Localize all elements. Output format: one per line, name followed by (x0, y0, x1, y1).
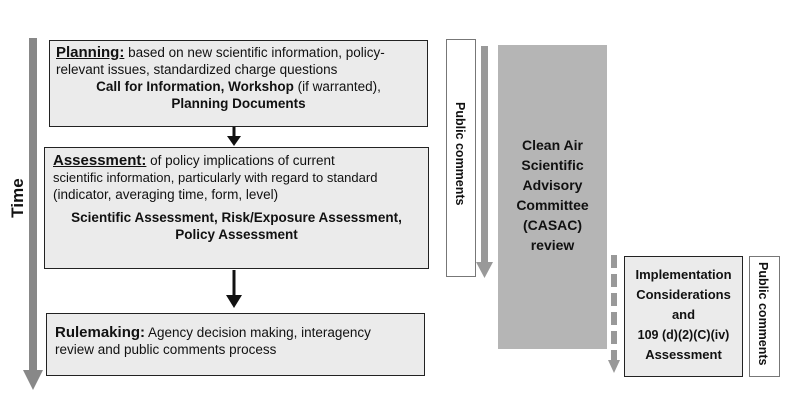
assessment-to-rulemaking-arrow (226, 270, 242, 308)
planning-box (49, 40, 428, 127)
planning-to-assessment-arrow (227, 126, 241, 146)
implementation-box (624, 256, 743, 377)
implementation-line-1: Implementation (635, 267, 732, 282)
assessment-line2: scientific information, particularly with regard to standard (53, 170, 378, 185)
implementation-dashed-arrow (608, 255, 620, 373)
public-comments-1-arrow (476, 46, 493, 278)
planning-heading: Planning: (56, 44, 125, 61)
casac-line-4: Committee (516, 197, 589, 213)
assessment-bold2: Policy Assessment (175, 227, 298, 242)
planning-call-for-info: Call for Information, Workshop (96, 79, 294, 94)
planning-line1: based on new scientific information, policy- (128, 45, 385, 60)
implementation-line-3: and (671, 307, 696, 322)
assessment-line1: of policy implications of current (150, 153, 335, 168)
public-comments-1-label: Public comments (453, 102, 467, 206)
planning-paren: (if warranted), (293, 79, 381, 94)
assessment-bold1: Scientific Assessment, Risk/Exposure Assessment, (71, 210, 402, 225)
casac-line-5: (CASAC) (522, 217, 583, 233)
rulemaking-heading: Rulemaking: (55, 324, 146, 341)
rulemaking-line2: review and public comments process (55, 342, 277, 357)
planning-documents: Planning Documents (171, 96, 306, 111)
casac-line-6: review (530, 237, 575, 253)
assessment-heading: Assessment: (53, 152, 147, 169)
assessment-line3: (indicator, averaging time, form, level) (53, 187, 279, 202)
rulemaking-line1: Agency decision making, interagency (148, 325, 371, 340)
casac-line-2: Scientific (521, 157, 584, 173)
public-comments-2-box (749, 256, 780, 377)
implementation-line-2: Considerations (636, 287, 731, 302)
implementation-line-4: 109 (d)(2)(C)(iv) (637, 328, 730, 342)
public-comments-2-label: Public comments (756, 262, 770, 366)
rulemaking-box (46, 313, 425, 376)
time-axis-label: Time (8, 178, 27, 218)
casac-box (498, 45, 607, 349)
public-comments-1-box (446, 39, 476, 277)
casac-line-1: Clean Air (522, 137, 583, 153)
planning-line2: relevant issues, standardized charge questions (56, 62, 338, 77)
casac-line-3: Advisory (522, 177, 583, 193)
implementation-line-5: Assessment (645, 347, 722, 362)
assessment-box (44, 147, 429, 269)
